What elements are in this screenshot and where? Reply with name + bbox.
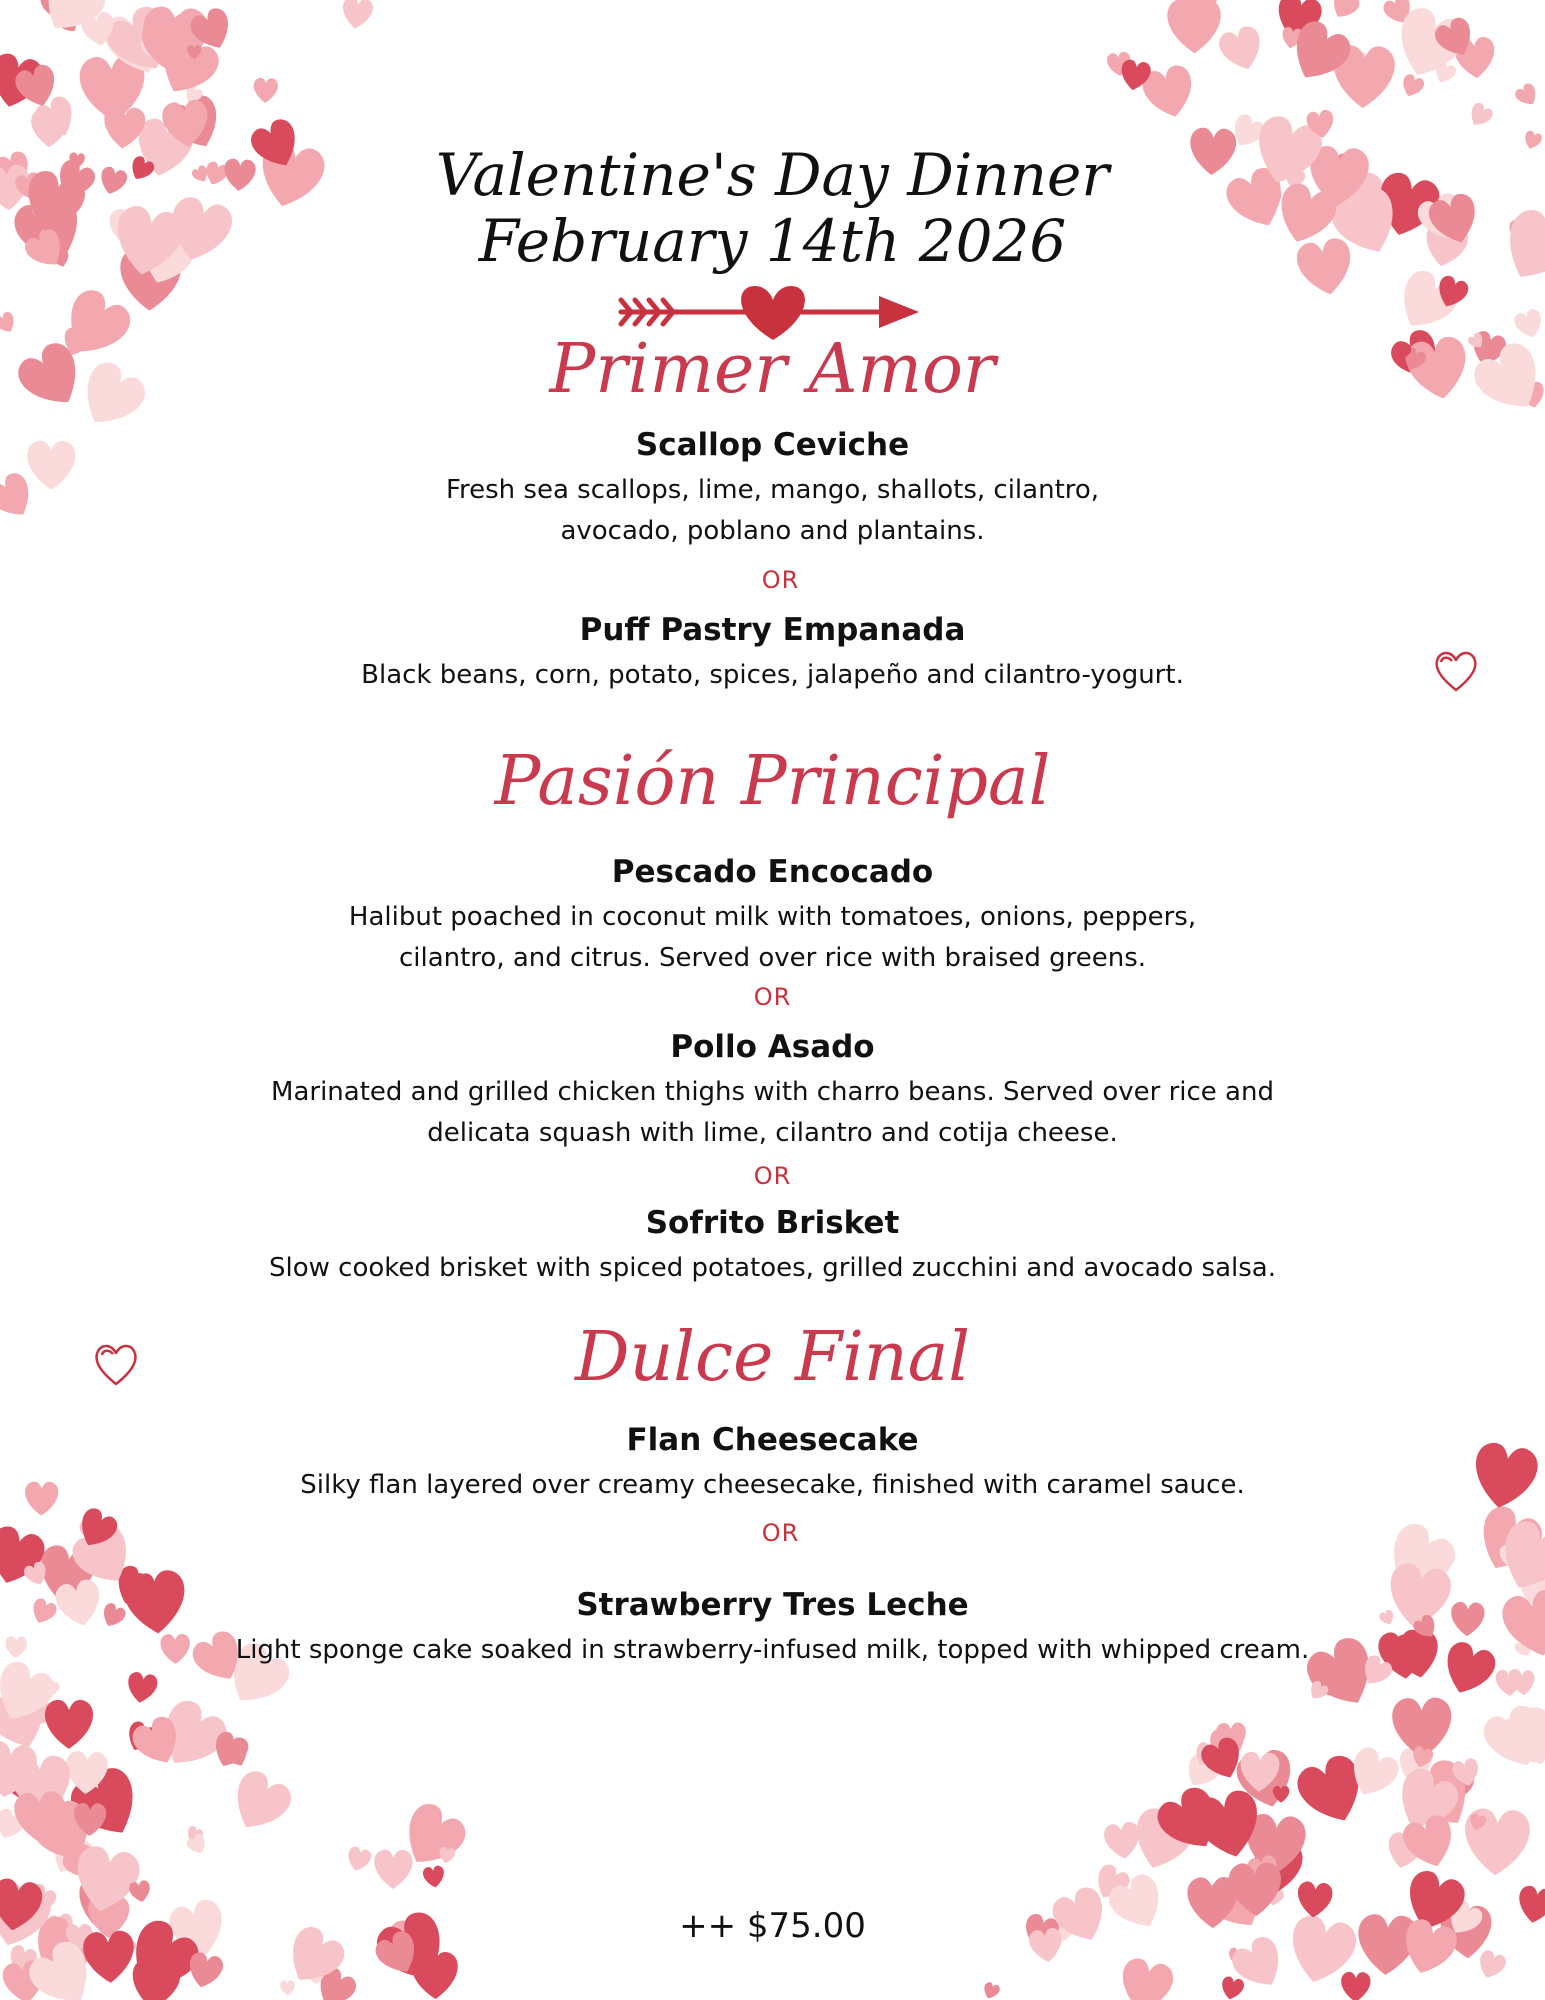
heart-confetti-icon [1399, 73, 1426, 101]
section-title-primer-amor: Primer Amor [549, 330, 996, 409]
heart-confetti-icon [422, 1865, 446, 1889]
or-divider: OR [761, 1519, 800, 1547]
dish-description: Slow cooked brisket with spiced potatoes, grilled zucchini and avocado salsa. [269, 1253, 1276, 1283]
section-title-pasion-principal: Pasión Principal [494, 742, 1051, 821]
heart-confetti-icon [340, 0, 374, 30]
heart-confetti-icon [128, 1879, 152, 1903]
dish-description: Black beans, corn, potato, spices, jalapeño and cilantro-yogurt. [361, 660, 1184, 690]
dish-description: cilantro, and citrus. Served over rice with braised greens. [398, 943, 1147, 973]
dish-description: Fresh sea scallops, lime, mango, shallots, cilantro, [445, 475, 1100, 505]
dish-name: Puff Pastry Empanada [579, 612, 966, 648]
heart-confetti-icon [374, 1850, 413, 1890]
heart-confetti-icon [1115, 1956, 1176, 2000]
heart-confetti-icon [1495, 1669, 1523, 1697]
heart-confetti-icon [125, 1671, 159, 1705]
dish-description: Light sponge cake soaked in strawberry-infused milk, topped with whipped cream. [235, 1635, 1310, 1665]
section-title-dulce-final: Dulce Final [574, 1318, 971, 1397]
dish-description: avocado, poblano and plantains. [560, 516, 985, 546]
heart-confetti-icon [438, 1846, 456, 1864]
heart-confetti-icon [1216, 23, 1268, 75]
heart-confetti-icon [1219, 1975, 1246, 2000]
dish-description: Marinated and grilled chicken thighs with charro beans. Served over rice and [271, 1077, 1274, 1107]
dish-name: Pescado Encocado [611, 854, 934, 890]
heart-confetti-icon [1327, 0, 1362, 23]
outline-heart-icon [92, 1338, 140, 1388]
dish-description: delicata squash with lime, cilantro and cotija cheese. [427, 1118, 1118, 1148]
dish-name: Scallop Ceviche [635, 427, 910, 463]
or-divider: OR [753, 983, 792, 1011]
heart-confetti-icon [1465, 101, 1495, 131]
dish-name: Sofrito Brisket [645, 1205, 900, 1241]
heart-confetti-icon [280, 1980, 295, 1996]
or-divider: OR [761, 566, 800, 594]
dish-description: Halibut poached in coconut milk with tomatoes, onions, peppers, [348, 902, 1197, 932]
heart-confetti-icon [223, 1766, 297, 1841]
menu-title-line-1: Valentine's Day Dinner [435, 141, 1110, 209]
dish-name: Strawberry Tres Leche [576, 1587, 969, 1623]
heart-confetti-icon [1103, 1821, 1143, 1861]
outline-heart-icon [1432, 646, 1480, 694]
heart-confetti-icon [1474, 1948, 1508, 1982]
dish-name: Flan Cheesecake [626, 1422, 919, 1458]
heart-confetti-icon [981, 1981, 1001, 2000]
menu-title-line-2: February 14th 2026 [478, 207, 1067, 275]
menu-price: ++ $75.00 [679, 1906, 866, 1946]
or-divider: OR [753, 1162, 792, 1190]
heart-confetti-icon [345, 1845, 373, 1873]
heart-confetti-icon [45, 1700, 93, 1749]
dish-name: Pollo Asado [670, 1029, 875, 1065]
heart-confetti-icon [1341, 1972, 1371, 2000]
dish-description: Silky flan layered over creamy cheesecake, finished with caramel sauce. [300, 1470, 1245, 1500]
heart-confetti-icon [253, 78, 278, 104]
heart-confetti-icon [1513, 81, 1541, 109]
